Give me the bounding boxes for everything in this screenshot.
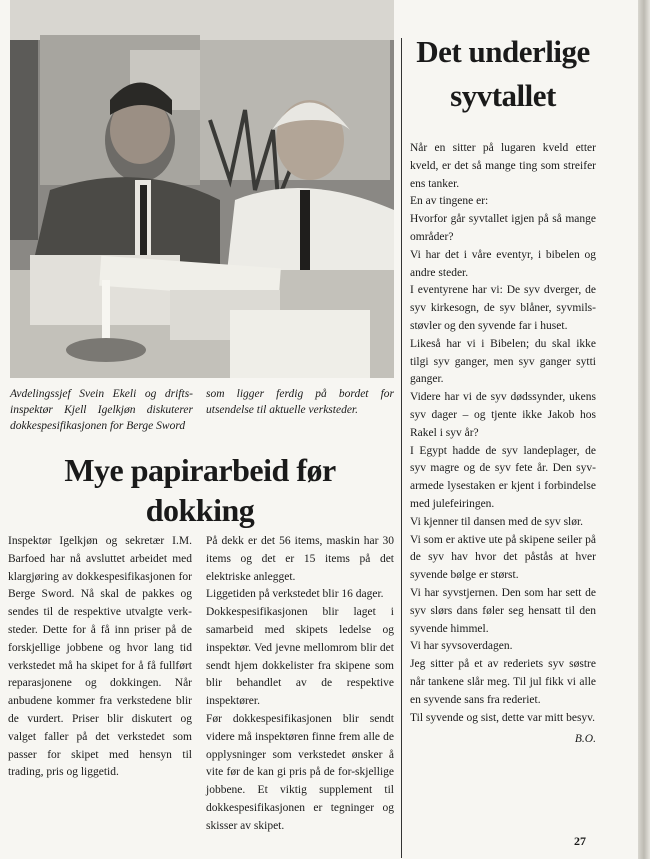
sidebar-paragraph: Til syvende og sist, dette var mitt besyv. [410, 711, 596, 724]
main-paragraph: Liggetiden på verkstedet blir 16 dager. [206, 588, 384, 601]
main-paragraph: Dokkespesifikasjonen blir laget i samarbeid med skipets ledelse og inspektør. Ved jevne mellomrom blir det sendt hjem dokkelister fra skipene som blir behandlet av de respektive inspektører. [206, 606, 394, 708]
main-paragraph: Inspektør Igelkjøn og sekretær I.M. Barfoed har nå avsluttet arbeidet med klargjøring av dokkespesifikasjonen for Berge Sword. Nå skal de pakkes og sendes til de respektive utvalgte verk-steder. Dette for å få inn priser på de forskjellige jobbene og hvor lang tid verkstedet må ha skipet for å få fullført reparasjonene og dokkingen. Når anbudene kommer fra verkstedene blir de vurdert. Priser blir diskutert og valget faller på det verkstedet som passer for skipet med hensyn til trading, pris og liggetid. [8, 535, 192, 779]
sidebar-paragraph: Vi har det i våre eventyr, i bibelen og andre steder. [410, 248, 596, 279]
sidebar-paragraph: Hvorfor går syvtallet igjen på så mange områder? [410, 213, 596, 243]
photo-caption-left: Avdelingssjef Svein Ekeli og drifts-inspektør Kjell Igelkjøn diskuterer dokkespesifikasjonen for Berge Sword [10, 388, 193, 432]
sidebar-paragraph: Når en sitter på lugaren kveld etter kveld, er det så mange ting som streifer ens tanker. [410, 142, 596, 190]
main-article-column-1 [8, 533, 192, 782]
sidebar-paragraph: Vi har syvstjernen. Den som har sett de syv slørs dans føler seg hensatt til den syvende himmel. [410, 586, 596, 635]
sidebar-paragraph: Videre har vi de syv dødssynder, ukens syv dager – og tjente ikke Jakob hos Rakel i syv år? [410, 391, 596, 439]
photo-icon [10, 0, 394, 378]
sidebar-article [410, 30, 596, 745]
main-paragraph: Før dokkespesifikasjonen blir sendt videre må inspektøren finne frem alle de opplysninger som verkstedet ønsker å vite før de kan gi pris på de for-skjellige jobbene. Et viktig supplement til dokkespesifikasjonen er tegninger og skisser av skipet. [206, 712, 394, 832]
sidebar-paragraph: Jeg sitter på et av rederiets syv søstre når tankene slår meg. Til jul fikk vi alle en syvende sans fra rederiet. [410, 658, 596, 706]
author-signature: B.O. [574, 733, 596, 746]
main-paragraph: På dekk er det 56 items, maskin har 30 items og det er 15 items på det elektriske anlegget. [206, 535, 394, 583]
sidebar-paragraph: Vi har syvsoverdagen. [410, 640, 513, 653]
sidebar-paragraph: Vi som er aktive ute på skipene seiler på de syv hav hvor det påstås at hver syvende bølge er størst. [410, 533, 596, 582]
sidebar-article-body [410, 140, 596, 727]
sidebar-paragraph: Vi kjenner til dansen med de syv slør. [410, 515, 584, 528]
article-photo [10, 0, 394, 378]
page-number: 27 [574, 834, 586, 848]
main-article-column-2 [206, 533, 394, 836]
page-edge [638, 0, 650, 859]
column-divider [401, 38, 402, 858]
sidebar-paragraph: I Egypt hadde de syv landeplager, de syv magre og de syv fete år. Den syv-armede lysestaken er kjent i forbindelse med julefeiringen. [410, 444, 596, 510]
sidebar-paragraph: En av tingene er: [410, 195, 489, 208]
sidebar-paragraph: I eventyrene har vi: De syv dverger, de syv kirkesogn, de syv blåner, syvmils-støvler og den syvende far i huset. [410, 284, 596, 332]
main-article-title: Mye papirarbeid før dokking [64, 452, 336, 528]
sidebar-paragraph: Likeså har vi i Bibelen; du skal ikke tilgi syv ganger, men syv ganger sytti ganger. [410, 337, 596, 386]
photo-caption-right: som ligger ferdig på bordet for utsendelse til aktuelle verksteder. [206, 388, 394, 416]
sidebar-article-title: Det underlige syvtallet [416, 34, 590, 113]
